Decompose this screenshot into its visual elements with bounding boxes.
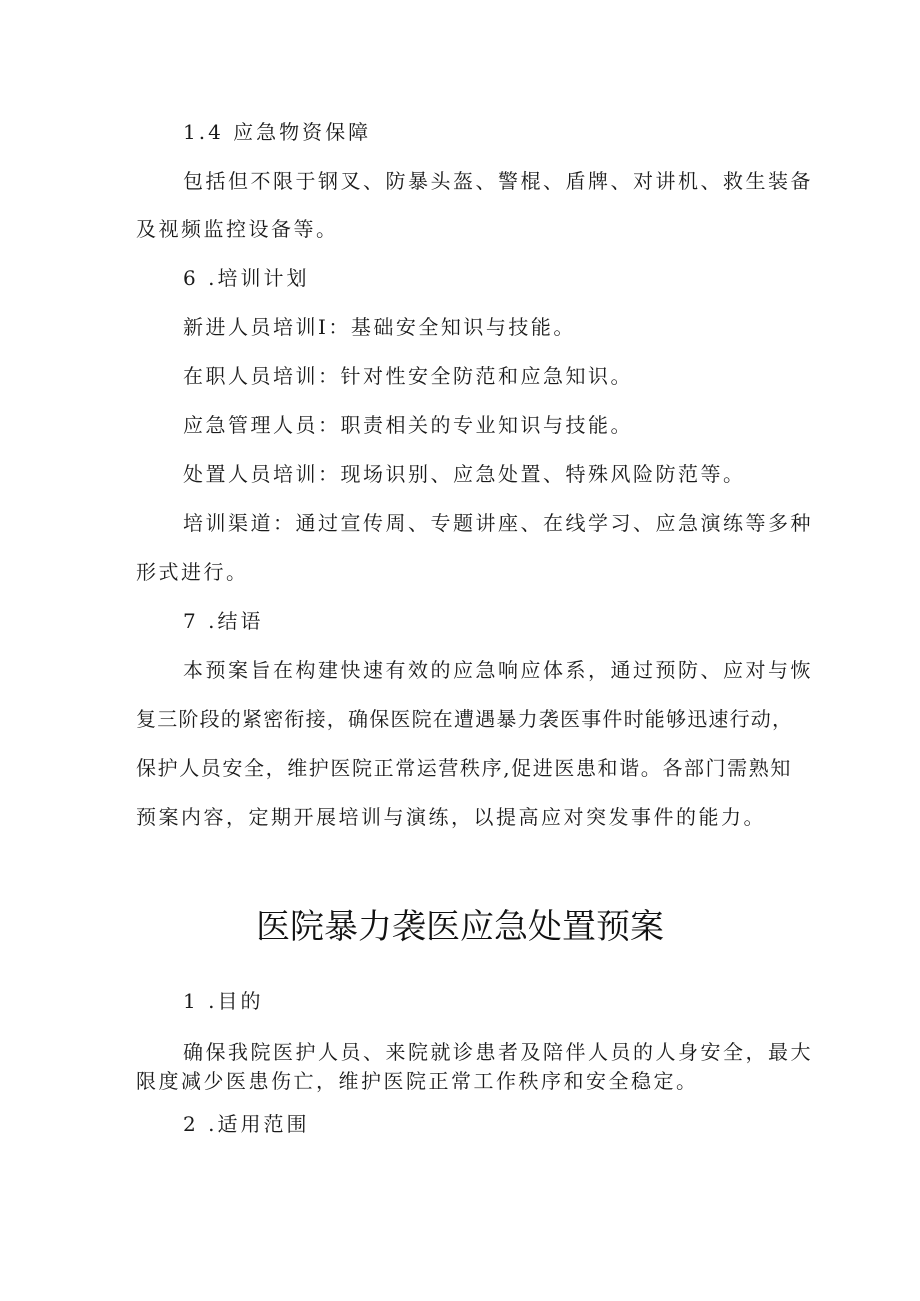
- training-channel-line-1: 培训渠道：通过宣传周、专题讲座、在线学习、应急演练等多种: [183, 511, 813, 535]
- purpose-line-2: 限度减少医患伤亡，维护医院正常工作秩序和安全稳定。: [136, 1069, 699, 1093]
- conclusion-line-2: 复三阶段的紧密衔接，确保医院在遭遇暴力袭医事件时能够迅速行动，: [136, 707, 794, 731]
- training-item-current-staff: 在职人员培训：针对性安全防范和应急知识。: [183, 364, 633, 388]
- conclusion-line-4: 预案内容，定期开展培训与演练，以提高应对突发事件的能力。: [136, 805, 766, 829]
- section-1-4-paragraph-line-1: 包括但不限于钢叉、防暴头盔、警棍、盾牌、对讲机、救生装备: [183, 169, 813, 193]
- section-7-heading: 7 .结语: [183, 609, 264, 633]
- conclusion-line-3: 保护人员安全，维护医院正常运营秩序,促进医患和谐。各部门需熟知: [136, 756, 792, 780]
- section-1-4-paragraph-line-2: 及视频监控设备等。: [136, 217, 339, 241]
- section-1-heading: 1 .目的: [183, 989, 264, 1013]
- training-item-handling-staff: 处置人员培训：现场识别、应急处置、特殊风险防范等。: [183, 462, 746, 486]
- training-channel-line-2: 形式进行。: [136, 560, 249, 584]
- document-title: 医院暴力袭医应急处置预案: [256, 907, 664, 947]
- training-item-emergency-managers: 应急管理人员：职责相关的专业知识与技能。: [183, 413, 633, 437]
- conclusion-line-1: 本预案旨在构建快速有效的应急响应体系，通过预防、应对与恢: [183, 658, 813, 682]
- section-6-heading: 6 .培训计划: [183, 266, 310, 290]
- purpose-line-1: 确保我院医护人员、来院就诊患者及陪伴人员的人身安全，最大: [183, 1040, 813, 1064]
- training-item-new-staff: 新进人员培训I：基础安全知识与技能。: [183, 315, 576, 339]
- section-1-4-heading: 1.4 应急物资保障: [183, 120, 372, 144]
- section-2-heading: 2 .适用范围: [183, 1112, 310, 1136]
